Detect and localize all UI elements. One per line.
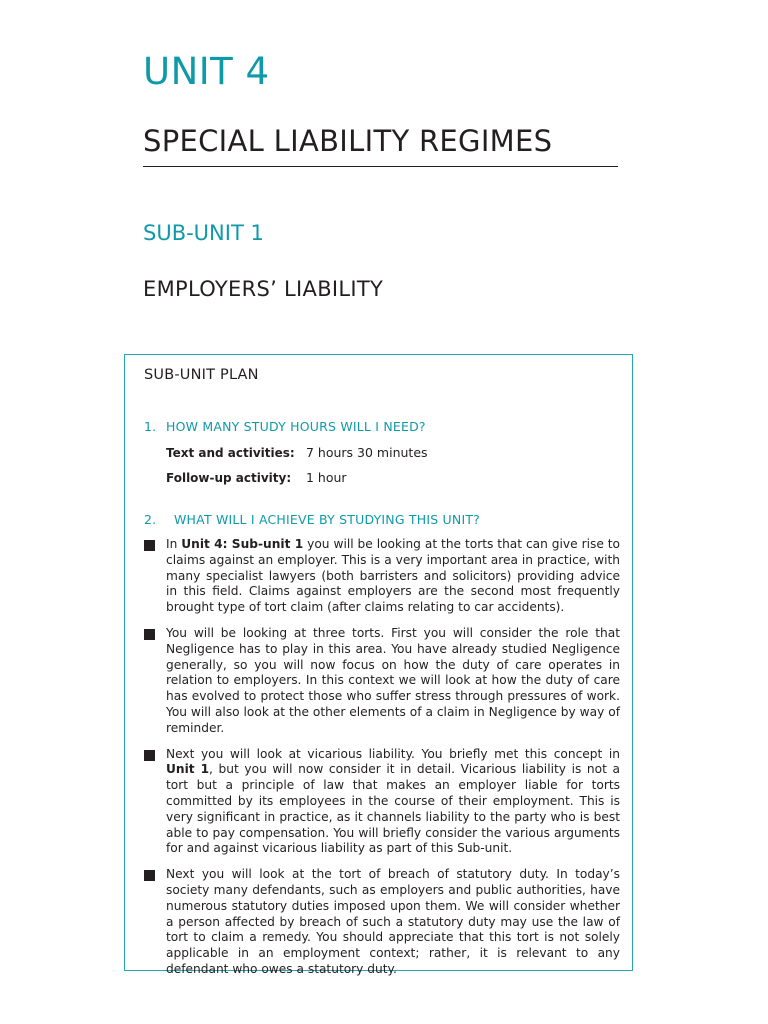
square-bullet-icon <box>144 870 155 881</box>
bullet-text-pre: You will be looking at three torts. First you will consider the role that Negligence has to play in this area. You have already studied Negligence generally, so you will now focus on how the duty of care operates in relation to employers. In this context we will look at how the duty of care has evolved to protect those who suffer stress through pressures of work. You will also look at the other elements of a claim in Negligence by way of reminder. <box>166 625 620 735</box>
hours-row-text-activities <box>166 445 428 460</box>
square-bullet-icon <box>144 540 155 551</box>
page-title: SPECIAL LIABILITY REGIMES <box>143 124 553 158</box>
question-number: 2. <box>144 512 157 527</box>
bullet-text-pre: Next you will look at the tort of breach of statutory duty. In today’s society many defendants, such as employers and public authorities, have numerous statutory duties imposed upon them. We will consider whether a person affected by breach of such a statutory duty may use the law of tort to claim a remedy. You should appreciate that this tort is not solely applicable in an employment context; rather, it is relevant to any defendant who owes a statutory duty. <box>166 867 620 976</box>
list-item <box>144 537 620 616</box>
question-number: 1. <box>144 419 157 434</box>
bullet-text-pre: In <box>166 537 182 551</box>
subunit-title: EMPLOYERS’ LIABILITY <box>143 277 384 301</box>
subunit-plan-box <box>124 354 633 976</box>
hours-value: 1 hour <box>306 470 347 485</box>
question-achievements <box>144 512 480 527</box>
subunit-number: SUB-UNIT 1 <box>143 221 264 245</box>
question-text: HOW MANY STUDY HOURS WILL I NEED? <box>166 419 426 434</box>
square-bullet-icon <box>144 629 155 640</box>
hours-value: 7 hours 30 minutes <box>306 445 428 460</box>
unit-title: UNIT 4 <box>143 50 270 93</box>
hours-label: Follow-up activity: <box>166 471 292 485</box>
hours-row-follow-up <box>166 470 347 485</box>
bullet-text-post: you will be looking at the torts that can give rise to claims against an employer. This is a very important area in practice, with many specialist lawyers (both barristers and solicitors) providing advice in this field. Claims against employers are the second most frequently brought type of tort claim (after claims relating to car accidents). <box>166 537 621 615</box>
plan-heading: SUB-UNIT PLAN <box>144 367 259 383</box>
list-item <box>144 747 620 858</box>
objectives-list <box>144 537 620 988</box>
question-text: WHAT WILL I ACHIEVE BY STUDYING THIS UNIT? <box>174 512 481 527</box>
list-item <box>144 867 620 978</box>
bullet-text-bold: Unit 1 <box>166 762 210 777</box>
bullet-text-post: , but you will now consider it in detail. Vicarious liability is not a tort but a principle of law that makes an employer liable for torts committed by its employees in the course of their employment. This is very significant in practice, as it channels liability to the party who is best able to pay compensation. You will briefly consider the various arguments for and against vicarious liability as part of this Sub-unit. <box>166 762 620 856</box>
question-study-hours <box>144 419 426 434</box>
hours-label: Text and activities: <box>166 446 295 460</box>
bullet-text-bold: Unit 4: Sub-unit 1 <box>181 537 304 551</box>
bullet-text-pre: Next you will look at vicarious liability. You briefly met this concept in <box>166 746 620 761</box>
title-divider <box>143 166 618 167</box>
square-bullet-icon <box>144 750 155 761</box>
list-item <box>144 626 620 737</box>
